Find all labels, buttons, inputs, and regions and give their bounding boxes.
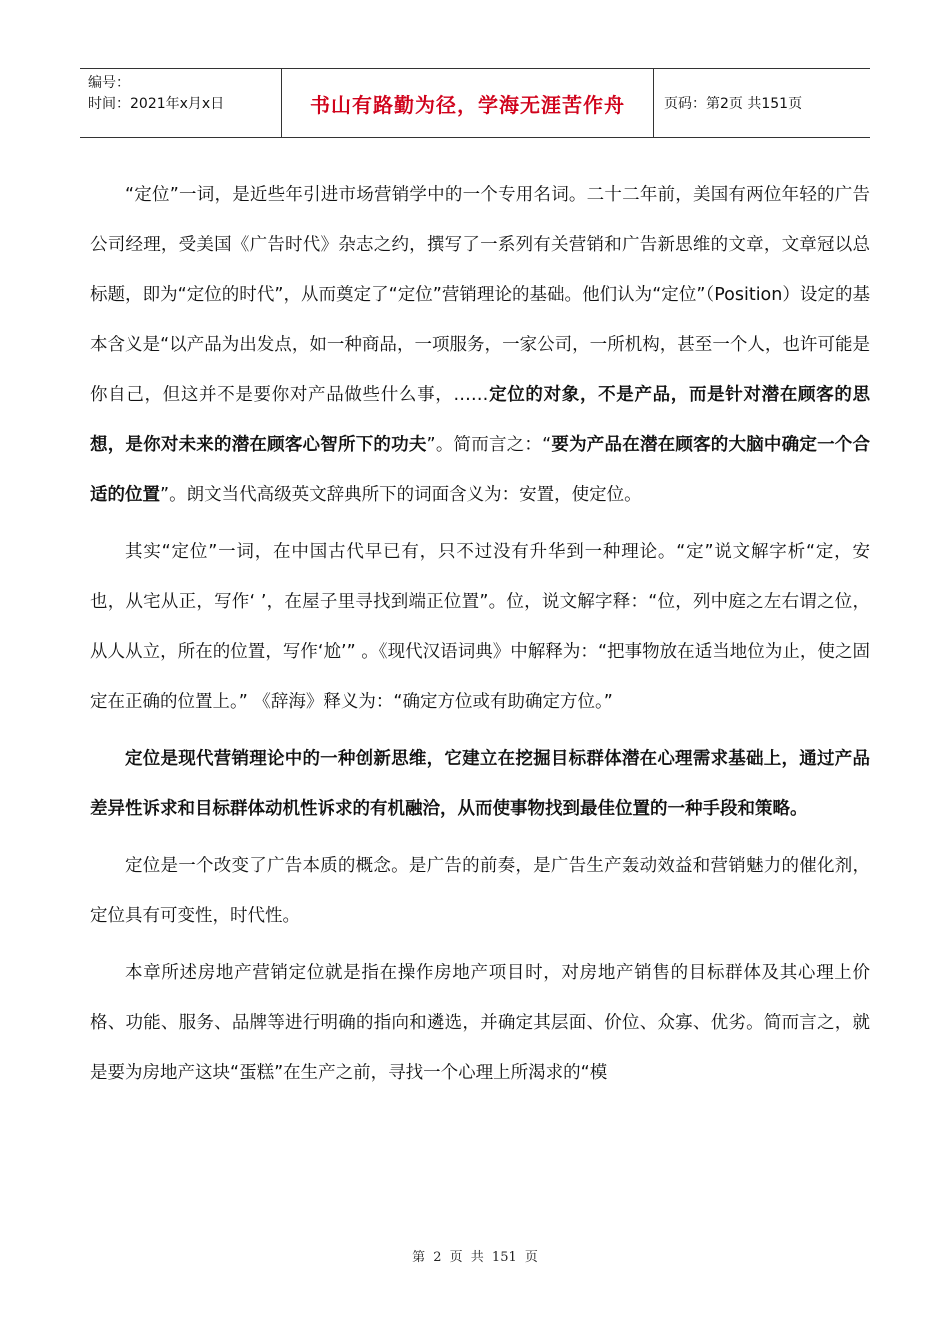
text-run: 定位是一个改变了广告本质的概念。是广告的前奏，是广告生产轰动效益和营销魅力的催化剂，定位具有可变性，时代性。 (90, 856, 870, 926)
text-run: 本章所述房地产营销定位就是指在操作房地产项目时，对房地产销售的目标群体及其心理上价格、功能、服务、品牌等进行明确的指向和遴选，并确定其层面、价位、众寡、优劣。简而言之，就是要为房地产这块“蛋糕”在生产之前，寻找一个心理上所渴求的“模 (90, 963, 870, 1083)
paragraph (90, 948, 870, 1098)
text-run: ”。朗文当代高级英文辞典所下的词面含义为：安置，使定位。 (160, 485, 642, 505)
time-label: 时间：2021年x月x日 (88, 96, 225, 112)
bold-text: 要为产品在潜在顾客的大脑中确定一个合适的位置 (90, 435, 870, 505)
page-footer: 第 2 页 共 151 页 (412, 1250, 538, 1265)
text-run: 其实“定位”一词，在中国古代早已有，只不过没有升华到一种理论。“定”说文解字析“定，安也，从宅从正，写作‘ ’，在屋子里寻找到端正位置”。位，说文解字释：“位，列中庭之左右谓之位，从人从立，所在的位置，写作‘尬’” 。《现代汉语词典》中解释为：“把事物放在适当地位为止，使之固定在正确的位置上。” 《辞海》释义为：“确定方位或有助确定方位。” (90, 542, 870, 712)
text-run: ”。简而言之：“ (426, 435, 552, 455)
header-meta (80, 69, 282, 137)
document-body (90, 170, 870, 1105)
number-label: 编号： (88, 75, 130, 91)
bold-text: 定位是现代营销理论中的一种创新思维，它建立在挖掘目标群体潜在心理需求基础上，通过产品差异性诉求和目标群体动机性诉求的有机融洽，从而使事物找到最佳位置的一种手段和策略。 (90, 749, 870, 819)
text-run: “定位”一词，是近些年引进市场营销学中的一个专用名词。二十二年前，美国有两位年轻的广告公司经理，受美国《广告时代》杂志之约，撰写了一系列有关营销和广告新思维的文章，文章冠以总标题，即为“定位的时代”，从而奠定了“定位”营销理论的基础。他们认为“定位”（Position）设定的基本含义是“以产品为出发点，如一种商品，一项服务，一家公司，一所机构，甚至一个人，也许可能是你自己，但这并不是要你对产品做些什么事，…… (90, 185, 870, 405)
bold-text: 定位的对象，不是产品，而是针对潜在顾客的思想，是你对未来的潜在顾客心智所下的功夫 (90, 385, 871, 455)
document-header (80, 68, 870, 138)
header-page-info: 页码：第2页 共151页 (664, 96, 803, 112)
paragraph (90, 734, 870, 834)
paragraph (90, 527, 870, 727)
paragraph (90, 841, 870, 941)
header-motto: 书山有路勤为径，学海无涯苦作舟 (282, 69, 654, 137)
paragraph (90, 170, 870, 520)
